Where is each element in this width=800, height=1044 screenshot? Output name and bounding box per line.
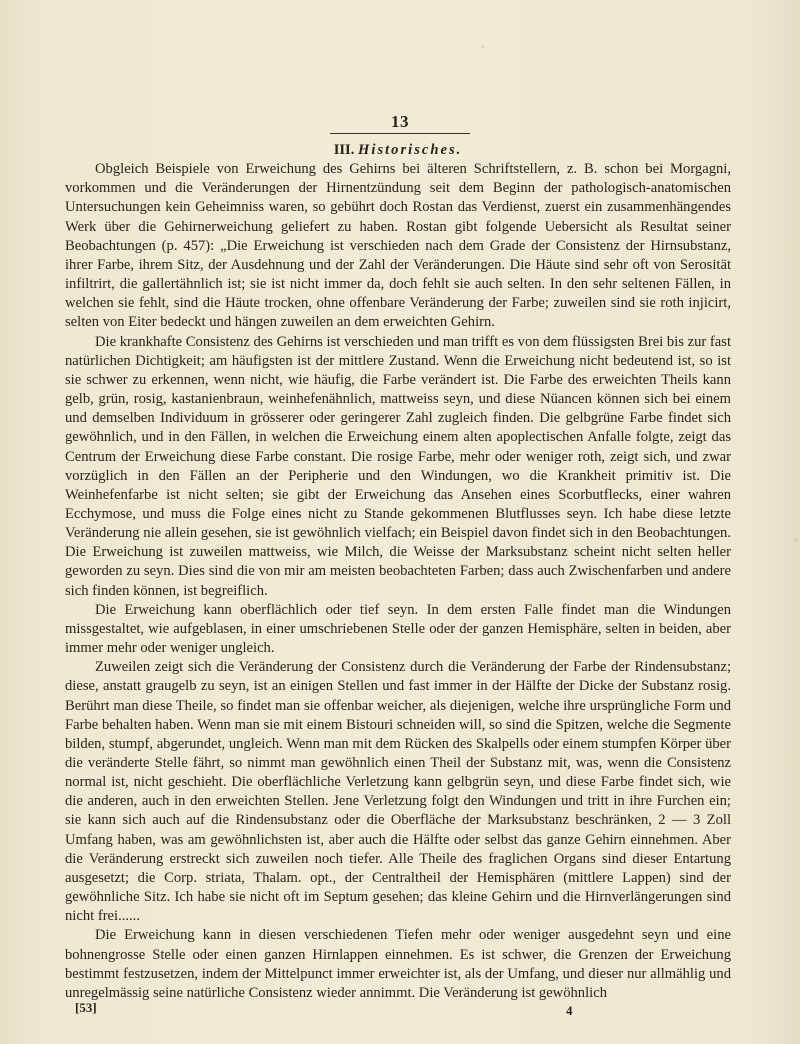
catchword: 4	[566, 1003, 573, 1018]
header-rule	[330, 133, 470, 134]
section-number: III.	[333, 142, 355, 158]
paragraph: Die Erweichung kann in diesen verschiedenen Tiefen mehr oder weniger ausgedehnt seyn und eine bohnengrosse Stelle oder einen ganzen Hirnlappen einnehmen. Es ist schwer, die Grenzen der Erweichung bestimmt festzusetzen, indem der Mittelpunct immer erweichter ist, als der Umfang, und dieser nur allmählig und unregelmässig seine natürliche Consistenz wieder annimmt. Die Veränderung ist gewöhnlich	[65, 927, 731, 1001]
signature-mark: [53]	[75, 1000, 97, 1015]
paper-stain	[794, 538, 798, 542]
section-title: Historisches.	[358, 142, 463, 158]
page-number: 13	[391, 112, 409, 131]
paragraph: Die Erweichung kann oberflächlich oder tief seyn. In dem ersten Falle findet man die Windungen missgestaltet, wie aufgeblasen, in einer umschriebenen Stelle oder der ganzen Hemisphäre, selten in beiden, aber immer mehr oder weniger ungleich.	[65, 601, 731, 657]
section-heading	[65, 141, 731, 160]
paragraph: Die krankhafte Consistenz des Gehirns ist verschieden und man trifft es von dem flüssigsten Brei bis zur fast natürlichen Dichtigkeit; am häufigsten ist der mittlere Zustand. Wenn die Erweichung nicht bedeutend ist, so ist sie schwer zu erkennen, wenn nicht, wie häufig, die Farbe verändert ist. Die Farbe des erweichten Theils kann gelb, grün, rosig, kastanienbraun, weinhefenähnlich, mattweiss seyn, und diese Nüancen können sich bei einem und demselben Individuum in grösserer oder geringerer Zahl zugleich finden. Die gelbgrüne Farbe findet sich gewöhnlich, und in den Fällen, in welchen die Erweichung einem alten apoplectischen Anfalle folgte, zeigt das Centrum der Erweichung diese Farbe constant. Die rosige Farbe, mehr oder weniger roth, zeigt sich, und zwar vorzüglich in den Fällen an der Peripherie und den Windungen, wo die Krankheit primitiv ist. Die Weinhefenfarbe ist nicht selten; sie gibt der Erweichung das Ansehen eines Scorbutflecks, einer wahren Ecchymose, und muss die Folge eines nicht zu Stande gekommenen Blutflusses seyn. Ich habe diese letzte Veränderung nie allein gesehen, sie ist gewöhnlich vielfach; ein Beispiel davon findet sich in den Beobachtungen. Die Erweichung ist zuweilen mattweiss, wie Milch, die Weisse der Marksubstanz scheint nicht selten heller geworden zu seyn. Dies sind die von mir am meisten beobachteten Farben; dass auch Zwischenfarben und andere sich finden können, ist begreiflich.	[65, 333, 731, 599]
page-header	[300, 112, 500, 132]
paper-stain	[481, 45, 484, 48]
paragraph: Obgleich Beispiele von Erweichung des Gehirns bei älteren Schriftstellern, z. B. schon bei Morgagni, vorkommen und die Veränderungen der Hirnentzündung seit dem Beginn der pathologisch-anatomischen Untersuchungen kein Geheimniss waren, so gebührt doch Rostan das Verdienst, zuerst ein zusammenhängendes Werk über die Gehirnerweichung geliefert zu haben. Rostan gibt folgende Uebersicht als Resultat seiner Beobachtungen (p. 457): „Die Erweichung ist verschieden nach dem Grade der Consistenz der Hirnsubstanz, ihrer Farbe, ihrem Sitz, der Ausdehnung und der Zahl der Veränderungen. Die Häute sind sehr oft von Serosität infiltrirt, die gallertähnlich ist; sie ist nicht immer da, doch fehlt sie auch selten. In den sehr seltenen Fällen, in welchen sie fehlt, sind die Häute trocken, ohne offenbare Veränderung der Farbe; zuweilen sind sie roth injicirt, selten von Eiter bedeckt und hängen zuweilen an dem erweichten Gehirn.	[65, 161, 731, 331]
paragraph: Zuweilen zeigt sich die Veränderung der Consistenz durch die Veränderung der Farbe der Rindensubstanz; diese, anstatt graugelb zu seyn, ist an einigen Stellen und fast immer in der Hälfte der Dicke der Substanz rosig. Berührt man diese Theile, so findet man sie offenbar weicher, als diejenigen, welche ihre ursprüngliche Form und Farbe behalten haben. Wenn man sie mit einem Bistouri schneiden will, so sind die Spitzen, welche die Segmente bilden, stumpf, abgerundet, ungleich. Wenn man mit dem Rücken des Skalpells oder einem stumpfen Körper über die veränderte Stelle fährt, so nimmt man gewöhnlich einen Theil der Substanz mit, was, wenn die Consistenz normal ist, nicht geschieht. Die oberflächliche Verletzung kann gelbgrün seyn, und diese Farbe findet sich, wie die anderen, auch in den erweichten Stellen. Jene Verletzung folgt den Windungen und tritt in ihre Furchen ein; sie kann sich auch auf die Rindensubstanz oder die Oberfläche der Marksubstanz beschränken, 2 — 3 Zoll Umfang haben, was am gewöhnlichsten ist, aber auch die Hälfte oder selbst das ganze Gehirn einnehmen. Aber die Veränderung erstreckt sich zuweilen noch tiefer. Alle Theile des fraglichen Organs sind dieser Entartung ausgesetzt; die Corp. striata, Thalam. opt., der Centraltheil der Hemisphären (mittlere Lappen) sind der gewöhnliche Sitz. Ich habe sie nicht oft im Septum gesehen; das kleine Gehirn und die Hirnverlängerungen sind nicht frei......	[65, 659, 731, 925]
text-body	[65, 141, 731, 1003]
